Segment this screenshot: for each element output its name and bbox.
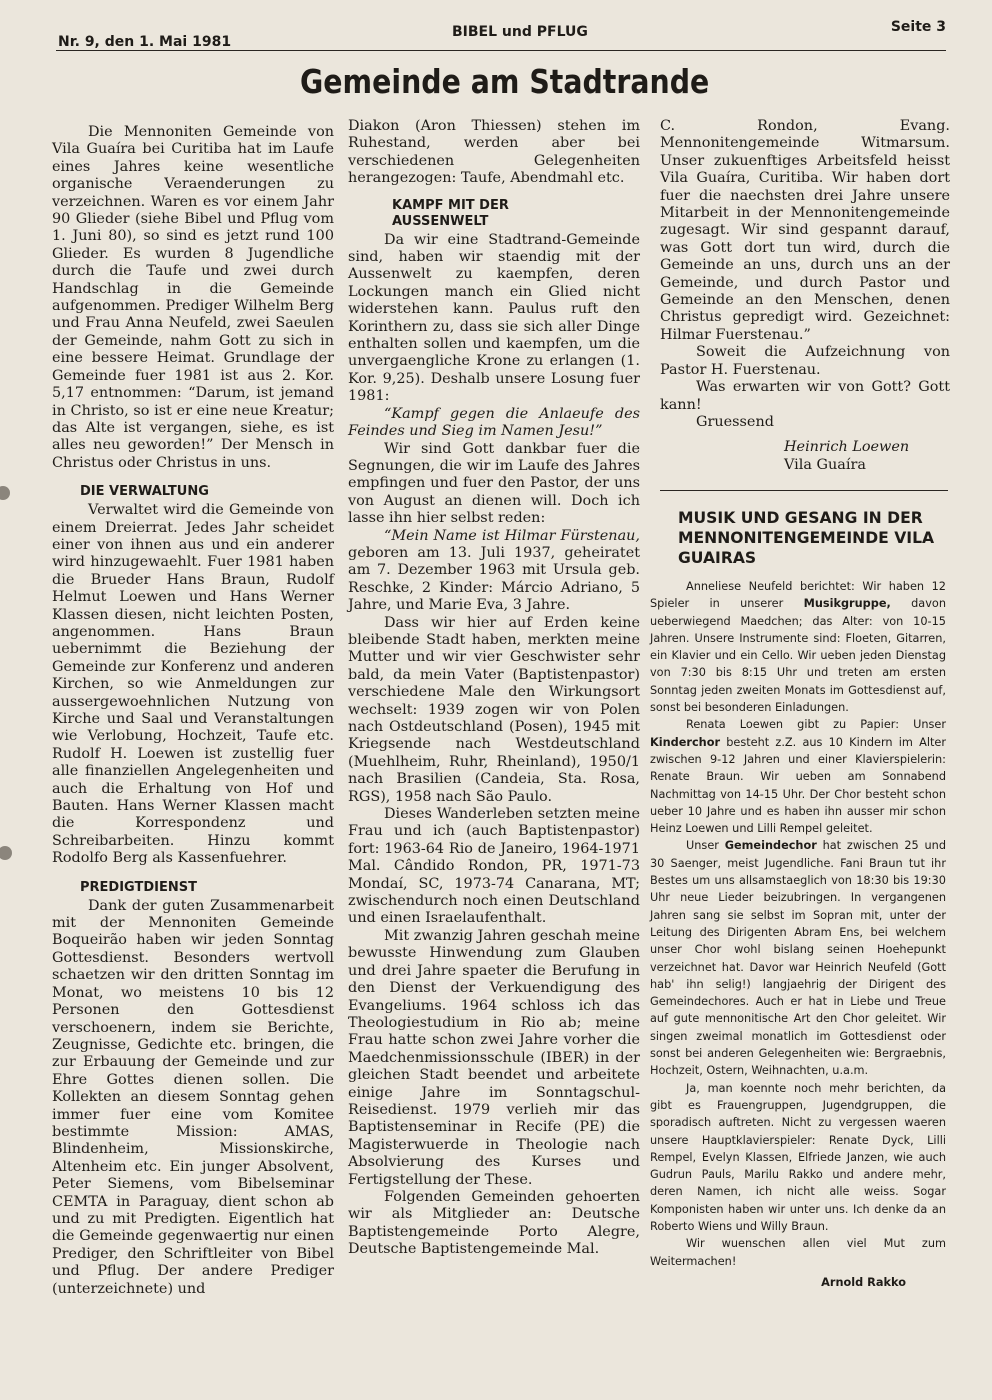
text-run: hat zwischen 25 und 30 Saenger, meist Jugendliche. Fani Braun tut ihr Bestes um uns allsamstaeglich von 18:30 bis 19:30 Uhr neue Lieder beizubringen. In vergangenen Jahren sang sie selbst im Sopran mit, unter der Leitung des Dirigenten Abram Ens, bei welchem unser Chor wohl bislang seinen Hoehepunkt verzeichnet hat. Davor war Heinrich Neufeld (Gott hab' ihn selig!) langjaehrig der Dirigent des Gemeindechores. Auch er hat in Liebe und Treue auf gute mennonitische Art den Chor geleitet. Wir singen zweimal monatlich im Gottesdienst oder sonst bei anderen Gelegenheiten wie: Bergraebnis, Hochzeit, Ostern, Weihnachten, u.a.m. bbox=[650, 839, 947, 1078]
bold-term: Musikgruppe, bbox=[803, 597, 891, 611]
music-article-signature: Arnold Rakko bbox=[821, 1275, 906, 1289]
paragraph: Diakon (Aron Thiessen) stehen im Ruhestand, werden aber bei verschiedenen Gelegenheiten herangezogen: Taufe, Abendmahl etc. bbox=[348, 118, 640, 187]
quote-text: geboren am 13. Juli 1937, geheiratet am 7. Dezember 1963 mit Ursula geb. Reschke, 2 Kinder: Márcio Adriano, 5 Jahre, und Marie Eva, 3 Jahre. bbox=[348, 544, 640, 614]
column-1 bbox=[52, 124, 334, 1298]
paragraph: Verwaltet wird die Gemeinde von einem Dreierrat. Jedes Jahr scheidet einer von ihnen aus und ein anderer wird hinzugewaehlt. Fuer 1981 haben die Brueder Hans Braun, Rudolf Helmut Loewen und Hans Werner Klassen diesen, nicht leichten Posten, angenommen. Hans Braun uebernimmt die Beziehung der Gemeinde zur Konferenz und anderen Kirchen, so wie Anmeldungen zur aussergewoehnlichen Nutzung von Kirche und Saal und Veranstaltungen wie Verlobung, Hochzeit, Taufe etc. Rudolf H. Loewen ist zustellig fuer alle finanziellen Angelegenheiten und auch die Erhaltung von Hof und Bauten. Hans Werner Klassen macht die Korrespondenz und Schreibarbeiten. Hinzu kommt Rodolfo Berg als Kassenfuehrer. bbox=[52, 502, 334, 867]
page-number: Seite 3 bbox=[890, 19, 946, 35]
section-heading-line: AUSSENWELT bbox=[392, 213, 489, 229]
signature-place: Vila Guaíra bbox=[784, 456, 866, 473]
motto-text: “Kampf gegen die Anlaeufe des Feindes und Sieg im Namen Jesu!” bbox=[348, 405, 640, 440]
text-run: Renata Loewen gibt zu Papier: Unser bbox=[686, 718, 946, 732]
music-article bbox=[650, 508, 946, 1289]
paragraph bbox=[650, 578, 946, 716]
paragraph bbox=[650, 716, 946, 837]
paragraph: Folgenden Gemeinden gehoerten wir als Mitglieder an: Deutsche Baptistengemeinde Porto Alegre, Deutsche Baptistengemeinde Mal. bbox=[348, 1188, 640, 1258]
text-run: Unser bbox=[686, 839, 725, 853]
text-run: Anneliese Neufeld berichtet: Wir haben 12 Spieler in unserer bbox=[650, 580, 946, 611]
section-heading: PREDIGTDIENST bbox=[80, 879, 197, 895]
punch-hole bbox=[0, 486, 10, 500]
paragraph: C. Rondon, Evang. Mennonitengemeinde Witmarsum. Unser zukuenftiges Arbeitsfeld heisst Vila Guaíra, Curitiba. Wir haben dort fuer die naechsten drei Jahre unsere Mitarbeit in der Mennonitengemeinde zugesagt. Wir sind gespannt darauf, was Gott dort tun wird, durch die Gemeinde an uns, durch uns an der Gemeinde, und durch Pastor und Gemeinde an den Menschen, denen Christus gepredigt wird. Gezeichnet: Hilmar Fuerstenau.” bbox=[660, 118, 950, 343]
punch-hole bbox=[0, 846, 12, 860]
issue-date: Nr. 9, den 1. Mai 1981 bbox=[58, 34, 232, 50]
paragraph: Wir sind Gott dankbar fuer die Segnungen, die wir im Laufe des Jahres empfingen und fuer den Pastor, der uns von August an dienen will. Doch ich lasse ihn hier selbst reden: bbox=[348, 440, 640, 527]
greeting: Gruessend bbox=[696, 413, 774, 430]
paragraph: Die Mennoniten Gemeinde von Vila Guaíra bei Curitiba hat im Laufe eines Jahres keine wesentliche organische Veraenderungen zu verzeichnen. Waren es vor einem Jahr 90 Glieder (siehe Bibel und Pflug vom 1. Juni 80), so sind es jetzt rund 100 Glieder. Es wurden 8 Jugendliche durch die Taufe und zwei durch Handschlag in die Gemeinde aufgenommen. Prediger Wilhelm Berg und Frau Anna Neufeld, zwei Saeulen der Gemeinde, nahm Gott zu sich in eine bessere Heimat. Grundlage der Gemeinde fuer 1981 ist aus 2. Kor. 5,17 entnommen: “Darum, ist jemand in Christo, so ist er eine neue Kreatur; das Alte ist vergangen, siehe, es ist alles neu geworden!” Der Mensch in Christus oder Christus in uns. bbox=[52, 124, 334, 471]
text-run: davon ueberwiegend Maedchen; das Alter: von 10-15 Jahren. Unsere Instrumente sind: Floeten, Gitarren, ein Klavier und ein Cello. Wir ueben jeden Dienstag von 7:30 bis 8:15 Uhr und treten am ersten Sonntag jeden zweiten Monats im Gottesdienst auf, sonst bei besonderen Einladungen. bbox=[650, 597, 946, 715]
page-header bbox=[58, 18, 946, 54]
signature-name-text: Heinrich Loewen bbox=[784, 439, 910, 456]
paragraph: Dieses Wanderleben setzten meine Frau und ich (auch Baptistenpastor) fort: 1963-64 Rio de Janeiro, 1964-1971 Mal. Cândido Rondon, PR, 1971-73 Mondaí, SC, 1973-74 Canarana, MT; zwischendurch noch einen Deutschland und einen Israelaufenthalt. bbox=[348, 806, 640, 927]
paper-name: BIBEL und PFLUG bbox=[452, 24, 588, 40]
signature-block bbox=[660, 414, 950, 474]
paragraph: Was erwarten wir von Gott? Gott kann! bbox=[660, 379, 950, 413]
column-3 bbox=[660, 118, 950, 474]
paragraph: Dass wir hier auf Erden keine bleibende Stadt haben, merkten meine Mutter und wir vier Geschwister sehr bald, da mein Vater (Baptistenpastor) verschiedene Male den Wirkungsort wechselt: 1939 zogen wir von Polen nach Ostdeutschland (Posen), 1945 mit Kriegsende nach Westdeutschland (Muehlheim, Ruhr, Rheinland), 1950/1 nach Brasilien (Candeia, Sta. Rosa, RGS), 1958 nach São Paulo. bbox=[348, 614, 640, 805]
section-heading bbox=[392, 198, 640, 230]
paragraph: Da wir eine Stadtrand-Gemeinde sind, haben wir staendig mit der Aussenwelt zu kaempfen, deren Lockungen manch ein Glied nicht widerstehen kann. Paulus ruft den Korinthern zu, dass sie sich aller Dinge enthalten sollen und kaempfen, um die unvergaengliche Krone zu erlangen (1. Kor. 9,25). Deshalb unsere Losung fuer 1981: bbox=[348, 231, 640, 405]
bold-term: Kinderchor bbox=[650, 735, 721, 749]
paragraph bbox=[650, 837, 946, 1079]
paragraph: Ja, man koennte noch mehr berichten, da gibt es Frauengruppen, Jugendgruppen, die sporadisch auftreten. Nicht zu vergessen waeren unsere Hauptklavierspieler: Renate Dyck, Lilli Rempel, Evelyn Klassen, Elfriede Janzen, wie auch Gudrun Pauls, Marilu Rakko und andere mehr, deren Namen, ich nicht alle weiss. Sogar Komponisten haben wir unter uns. Ich denke da an Roberto Wiens und Willy Braun. bbox=[650, 1081, 946, 1233]
section-heading-line: KAMPF MIT DER bbox=[392, 197, 509, 213]
quote-italic: “Mein Name ist Hilmar Fürstenau, bbox=[384, 527, 640, 544]
bold-term: Gemeindechor bbox=[724, 839, 817, 853]
motto bbox=[348, 406, 640, 441]
section-separator bbox=[660, 490, 948, 491]
header-rule bbox=[56, 50, 946, 51]
music-article-body bbox=[650, 578, 946, 1270]
paragraph: Mit zwanzig Jahren geschah meine bewusste Hinwendung zum Glauben und drei Jahre spaeter die Berufung in den Dienst der Verkuendigung des Evangeliums. 1964 schloss ich das Theologiestudium in Rio ab; meine Frau hatte schon zwei Jahre vorher die Maedchenmissionsschule (IBER) in der gleichen Stadt beendet und arbeitete einige Jahre im Sonntagschul-Reisedienst. 1979 verlieh mir das Baptistenseminar in Recife (PE) die Magisterwuerde in Theologie nach Absolvierung des Kurses und Fertigstellung der These. bbox=[348, 927, 640, 1188]
signature-name bbox=[660, 439, 950, 456]
paragraph: Wir wuenschen allen viel Mut zum Weitermachen! bbox=[650, 1237, 946, 1268]
section-heading: DIE VERWALTUNG bbox=[80, 484, 209, 500]
quote-paragraph bbox=[348, 528, 640, 615]
music-article-title: MUSIK UND GESANG IN DER MENNONITENGEMEINDE VILA GUAIRAS bbox=[678, 509, 935, 567]
paragraph: Dank der guten Zusammenarbeit mit der Mennoniten Gemeinde Boqueirão haben wir jeden Sonntag Gottesdienst. Besonders wertvoll schaetzen wir den dritten Sonntag im Monat, wo meistens 10 bis 12 Personen den Gottesdienst verschoenern, indem sie Berichte, Zeugnisse, Gedichte etc. bringen, die zur Erbauung der Gemeinde und zur Ehre Gottes dienen sollen. Die Kollekten an diesem Sonntag gehen immer fuer eine vom Komitee bestimmte Mission: AMAS, Blindenheim, Missionskirche, Altenheim etc. Ein junger Absolvent, Peter Siemens, vom Bibelseminar CEMTA in Paraguay, dient schon ab und zu mit Predigten. Eigentlich hat die Gemeinde gegenwaertig nur einen Prediger, den Schriftleiter von Bibel und Pflug. Der andere Prediger (unterzeichnete) und bbox=[52, 897, 334, 1297]
column-2 bbox=[348, 118, 640, 1259]
paragraph: Soweit die Aufzeichnung von Pastor H. Fuerstenau. bbox=[660, 344, 950, 378]
article-headline: Gemeinde am Stadtrande bbox=[300, 62, 710, 101]
text-run: besteht z.Z. aus 10 Kindern im Alter zwischen 9-12 Jahren und einer Klavierspielerin: Renate Braun. Wir ueben am Sonnabend Nachmittag von 14-15 Uhr. Der Chor besteht schon ueber 10 Jahre und es haben ihn ausser mir schon Heinz Loewen und Lilli Rempel geleitet. bbox=[650, 735, 946, 836]
